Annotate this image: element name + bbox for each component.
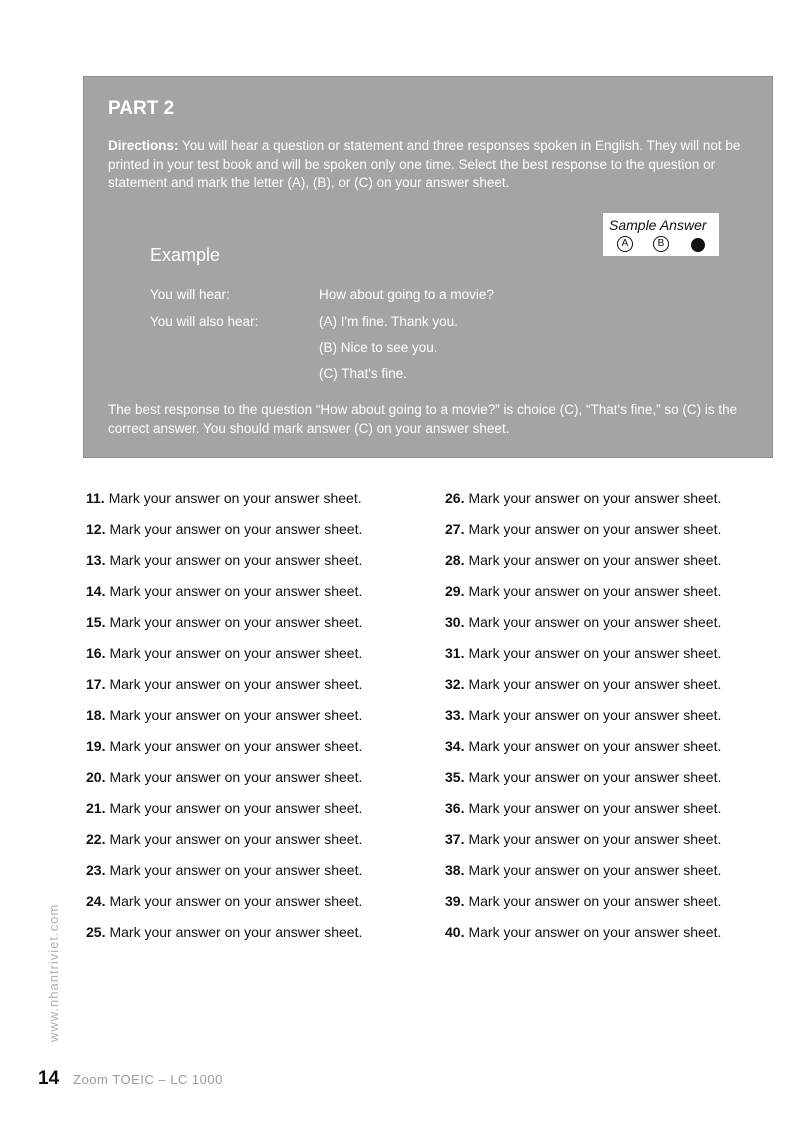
question-text: Mark your answer on your answer sheet. (109, 552, 363, 568)
directions-body: You will hear a question or statement and three responses spoken in English. They will not be printed in your test book and will be spoken only one time. Select the best response to the question or statement and mark the letter (A), (B), or (C) on your answer sheet. (108, 138, 741, 190)
question-item (86, 738, 362, 769)
directions-text (108, 137, 748, 193)
question-number: 27. (445, 521, 465, 537)
question-item (86, 676, 362, 707)
sample-answer-title: Sample Answer (609, 217, 707, 233)
question-text: Mark your answer on your answer sheet. (468, 552, 722, 568)
question-number: 26. (445, 490, 465, 506)
question-item (445, 521, 721, 552)
question-item (86, 831, 362, 862)
question-item (86, 583, 362, 614)
question-text: Mark your answer on your answer sheet. (468, 521, 722, 537)
question-item (445, 614, 721, 645)
question-number: 37. (445, 831, 465, 847)
question-number: 34. (445, 738, 465, 754)
question-item (445, 645, 721, 676)
question-text: Mark your answer on your answer sheet. (109, 707, 363, 723)
sample-answer-box (603, 213, 719, 256)
question-text: Mark your answer on your answer sheet. (108, 490, 362, 506)
question-item (445, 738, 721, 769)
question-number: 20. (86, 769, 106, 785)
question-item (86, 552, 362, 583)
question-text: Mark your answer on your answer sheet. (468, 769, 722, 785)
question-text: Mark your answer on your answer sheet. (109, 862, 363, 878)
question-number: 31. (445, 645, 465, 661)
question-number: 11. (86, 490, 105, 506)
question-item (445, 676, 721, 707)
question-number: 25. (86, 924, 106, 940)
question-number: 35. (445, 769, 465, 785)
questions-right-column (445, 490, 721, 955)
question-text: Mark your answer on your answer sheet. (468, 893, 722, 909)
question-text: Mark your answer on your answer sheet. (468, 490, 722, 506)
also-hear-label: You will also hear: (150, 314, 259, 329)
question-text: Mark your answer on your answer sheet. (468, 800, 722, 816)
question-number: 32. (445, 676, 465, 692)
bubble-a-icon: A (617, 236, 633, 252)
option-a: (A) I'm fine. Thank you. (319, 314, 458, 329)
question-text: Mark your answer on your answer sheet. (109, 893, 363, 909)
question-item (86, 924, 362, 955)
question-number: 22. (86, 831, 106, 847)
question-item (445, 583, 721, 614)
question-text: Mark your answer on your answer sheet. (109, 614, 363, 630)
watermark: www.nhantriviet.com (46, 903, 61, 1042)
question-text: Mark your answer on your answer sheet. (109, 645, 363, 661)
question-number: 24. (86, 893, 106, 909)
questions-left-column (86, 490, 362, 955)
question-item (86, 614, 362, 645)
hear-label: You will hear: (150, 287, 230, 302)
question-number: 28. (445, 552, 465, 568)
hear-text: How about going to a movie? (319, 287, 494, 302)
question-item (445, 862, 721, 893)
question-text: Mark your answer on your answer sheet. (468, 738, 722, 754)
question-text: Mark your answer on your answer sheet. (109, 676, 363, 692)
question-item (445, 490, 721, 521)
question-item (86, 521, 362, 552)
question-number: 21. (86, 800, 106, 816)
bubble-b-icon: B (653, 236, 669, 252)
directions-panel (83, 76, 773, 458)
question-text: Mark your answer on your answer sheet. (468, 707, 722, 723)
question-item (86, 800, 362, 831)
question-number: 19. (86, 738, 106, 754)
option-b: (B) Nice to see you. (319, 340, 438, 355)
question-item (445, 552, 721, 583)
question-number: 38. (445, 862, 465, 878)
question-item (445, 893, 721, 924)
question-item (86, 769, 362, 800)
question-text: Mark your answer on your answer sheet. (468, 831, 722, 847)
question-item (86, 862, 362, 893)
question-text: Mark your answer on your answer sheet. (468, 924, 722, 940)
question-item (445, 769, 721, 800)
question-item (445, 707, 721, 738)
question-item (86, 645, 362, 676)
question-item (445, 831, 721, 862)
question-item (445, 924, 721, 955)
question-number: 23. (86, 862, 106, 878)
question-number: 15. (86, 614, 106, 630)
bubble-c-filled-icon (691, 238, 705, 252)
question-text: Mark your answer on your answer sheet. (468, 676, 722, 692)
question-text: Mark your answer on your answer sheet. (109, 583, 363, 599)
question-text: Mark your answer on your answer sheet. (109, 738, 363, 754)
question-number: 13. (86, 552, 106, 568)
question-number: 30. (445, 614, 465, 630)
question-number: 29. (445, 583, 465, 599)
book-title: Zoom TOEIC – LC 1000 (73, 1072, 223, 1087)
question-text: Mark your answer on your answer sheet. (468, 614, 722, 630)
question-number: 18. (86, 707, 106, 723)
question-item (86, 490, 362, 521)
example-title: Example (150, 245, 221, 265)
question-number: 14. (86, 583, 106, 599)
question-number: 12. (86, 521, 106, 537)
question-number: 36. (445, 800, 465, 816)
question-number: 40. (445, 924, 465, 940)
question-text: Mark your answer on your answer sheet. (109, 769, 363, 785)
question-item (445, 800, 721, 831)
question-text: Mark your answer on your answer sheet. (109, 800, 363, 816)
question-text: Mark your answer on your answer sheet. (109, 831, 363, 847)
question-number: 39. (445, 893, 465, 909)
question-text: Mark your answer on your answer sheet. (468, 862, 722, 878)
question-number: 17. (86, 676, 106, 692)
example-conclusion: The best response to the question “How about going to a movie?” is choice (C), “That's fine,” so (C) is the correct answer. You should mark answer (C) on your answer sheet. (108, 402, 738, 436)
question-text: Mark your answer on your answer sheet. (468, 645, 722, 661)
page-footer (38, 1068, 223, 1090)
question-number: 33. (445, 707, 465, 723)
part-title: PART 2 (108, 98, 175, 119)
sample-bubbles (613, 236, 713, 254)
directions-label: Directions: (108, 138, 179, 153)
question-number: 16. (86, 645, 106, 661)
question-item (86, 893, 362, 924)
page-number: 14 (38, 1068, 60, 1089)
question-text: Mark your answer on your answer sheet. (109, 521, 363, 537)
question-text: Mark your answer on your answer sheet. (109, 924, 363, 940)
question-item (86, 707, 362, 738)
question-text: Mark your answer on your answer sheet. (468, 583, 722, 599)
option-c: (C) That's fine. (319, 366, 407, 381)
